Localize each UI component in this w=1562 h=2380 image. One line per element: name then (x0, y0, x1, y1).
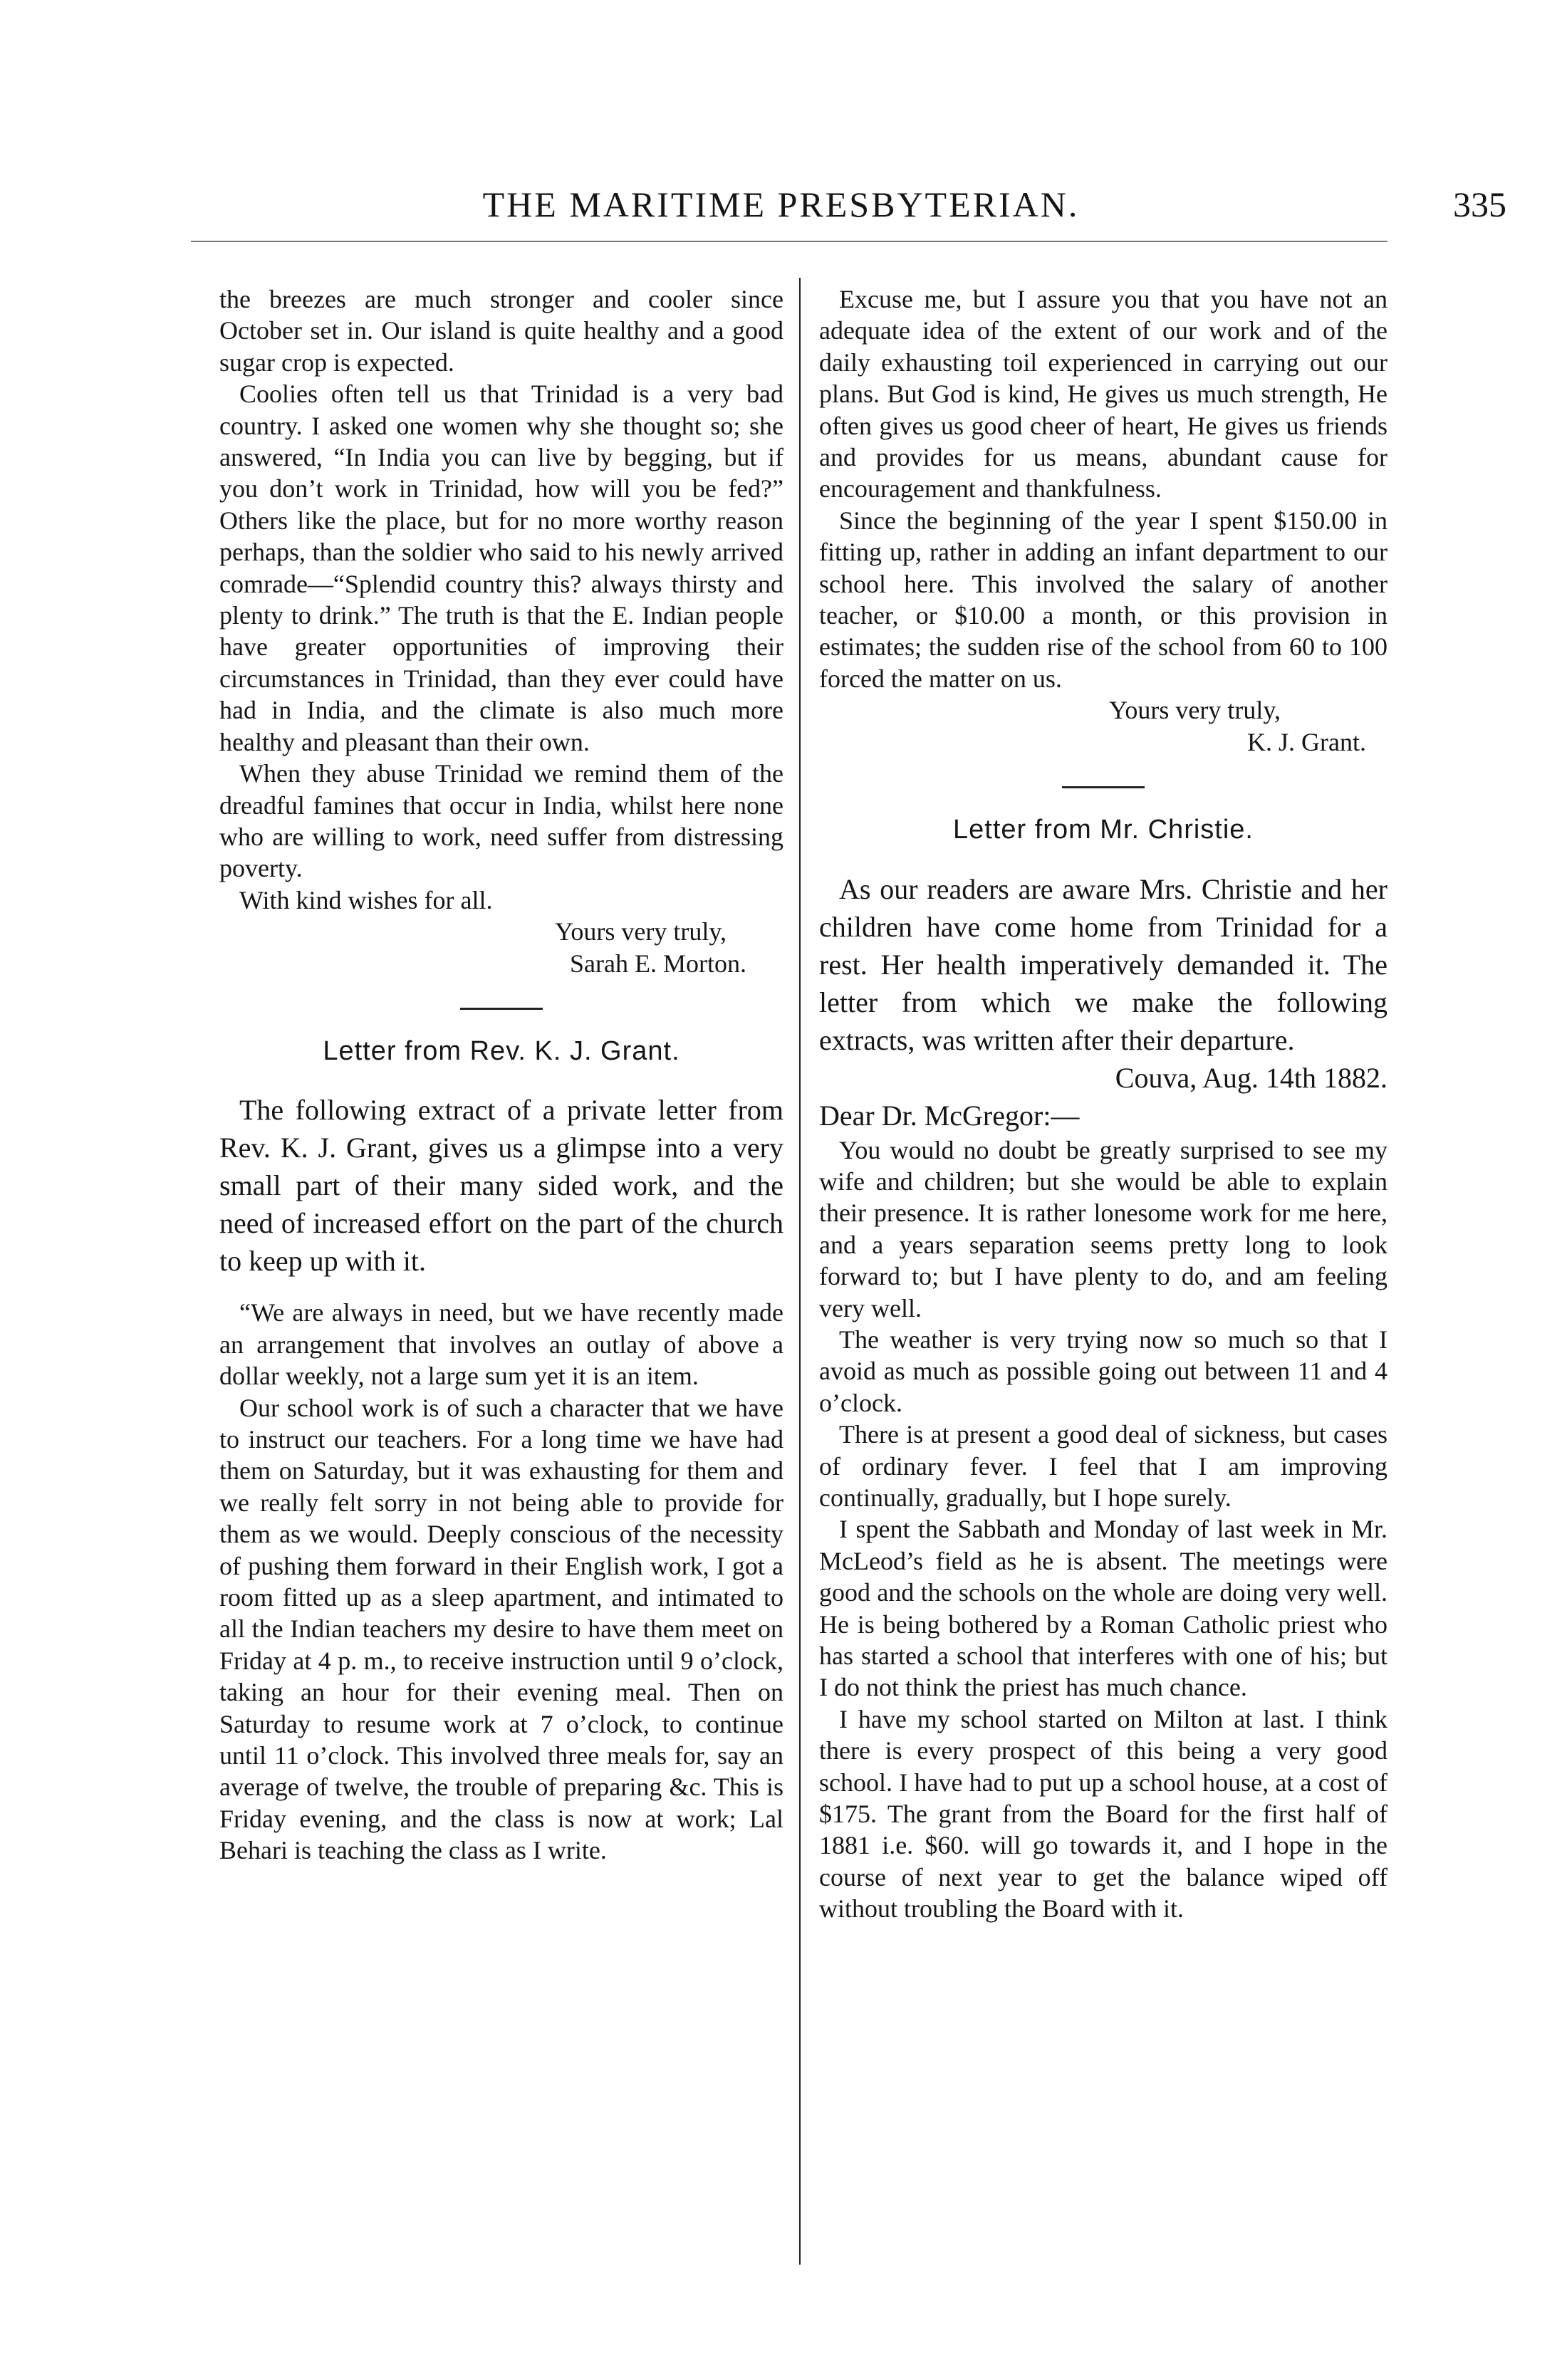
grant-paragraph: Our school work is of such a character that we have to instruct our teachers. For a long time we have had them on Saturday, but it was exhausting for them and we really felt sorry in not being able to provide for them as we would. Deeply conscious of the necessity of pushing them forward in their English work, I got a room fitted up as a sleep apartment, and intimated to all the Indian teachers my desire to have them meet on Friday at 4 p. m., to receive instruction until 9 o’clock, taking an hour for their evening meal. Then on Saturday to resume work at 7 o’clock, to continue until 11 o’clock. This involved three meals for, say an average of twelve, the trouble of preparing &c. This is Friday evening, and the class is now at work; Lal Behari is teaching the class as I write. (219, 1393, 783, 1865)
grant-intro (219, 1091, 783, 1280)
section-divider (460, 1008, 543, 1010)
morton-signature: Sarah E. Morton. (570, 949, 746, 978)
morton-paragraph: With kind wishes for all. (239, 885, 493, 914)
grant-intro-text: The following extract of a private letter from Rev. K. J. Grant, gives us a glimpse into a very small part of their many sided work, and the need of increased effort on the part of the church to keep up with it. (219, 1094, 783, 1278)
column-divider (799, 278, 801, 2265)
christie-paragraph: The weather is very trying now so much so that I avoid as much as possible going out between 11 and 4 o’clock. (819, 1325, 1387, 1417)
grant-paragraph: “We are always in need, but we have recently made an arrangement that involves an outlay of above a dollar weekly, not a large sum yet it is an item. (219, 1298, 783, 1391)
morton-paragraph: Coolies often tell us that Trinidad is a very bad country. I asked one women why she thought so; she answered, “In India you can live by begging, but if you don’t work in Trinidad, how will you be fed?” Others like the place, but for no more worthy reason perhaps, than the soldier who said to his newly arrived comrade—“Splendid country this? always thirsty and plenty to drink.” The truth is that the E. Indian people have greater opportunities of improving their circumstances in Trinidad, than they ever could have had in India, and the climate is also much more healthy and pleasant than their own. (219, 380, 783, 756)
morton-closing: Yours very truly, (554, 917, 727, 946)
section-divider (1062, 786, 1145, 788)
morton-paragraph: the breezes are much stronger and cooler since October set in. Our island is quite healthy and a good sugar crop is expected. (219, 285, 783, 377)
left-column (219, 283, 783, 1867)
christie-paragraph: I have my school started on Milton at last. I think there is every prospect of this being a very good school. I have had to put up a school house, at a cost of $175. The grant from the Board for the first half of 1881 i.e. $60. will go towards it, and I hope in the course of next year to get the balance wiped off without troubling the Board with it. (819, 1704, 1387, 1924)
christie-intro (819, 870, 1387, 1134)
christie-dateline: Couva, Aug. 14th 1882. (1115, 1061, 1387, 1094)
grant-signature: K. J. Grant. (1247, 727, 1366, 756)
christie-paragraph: You would no doubt be greatly surprised to see my wife and children; but she would be able to explain their presence. It is rather lonesome work for me here, and a years separation seems pretty long to look forward to; but I have plenty to do, and am feeling very well. (819, 1135, 1387, 1322)
christie-paragraph: There is at present a good deal of sickness, but cases of ordinary fever. I feel that I am improving continually, gradually, but I hope surely. (819, 1420, 1387, 1512)
grant-paragraph: Since the beginning of the year I spent $150.00 in fitting up, rather in adding an infant department to our school here. This involved the salary of another teacher, or $10.00 a month, or this provision in estimates; the sudden rise of the school from 60 to 100 forced the matter on us. (819, 506, 1387, 693)
running-head: THE MARITIME PRESBYTERIAN. (482, 184, 1080, 224)
christie-intro-text: As our readers are aware Mrs. Christie and her children have come home from Trinidad for a rest. Her health imperatively demanded it. The letter from which we make the following extracts, was written after their departure. (819, 872, 1387, 1056)
header-rule (191, 241, 1387, 242)
grant-letter-heading: Letter from Rev. K. J. Grant. (323, 1035, 680, 1066)
page-number: 335 (1453, 184, 1506, 224)
christie-salutation: Dear Dr. McGregor:— (819, 1099, 1080, 1132)
grant-closing: Yours very truly, (1108, 696, 1281, 725)
christie-paragraph: I spent the Sabbath and Monday of last week in Mr. McLeod’s field as he is absent. The meetings were good and the schools on the whole are doing very well. He is being bothered by a Roman Catholic priest who has started a school that interferes with one of his; but I do not think the priest has much chance. (819, 1515, 1387, 1702)
morton-paragraph: When they abuse Trinidad we remind them of the dreadful famines that occur in India, whilst here none who are willing to work, need suffer from distressing poverty. (219, 759, 783, 883)
grant-paragraph: Excuse me, but I assure you that you have not an adequate idea of the extent of our work and of the daily exhausting toil experienced in carrying out our plans. But God is kind, He gives us much strength, He often gives us good cheer of heart, He gives us friends and provides for us means, abundant cause for encouragement and thankfulness. (819, 285, 1387, 503)
right-column (819, 283, 1387, 1925)
page-header (0, 184, 1562, 234)
christie-letter-heading: Letter from Mr. Christie. (953, 815, 1254, 845)
